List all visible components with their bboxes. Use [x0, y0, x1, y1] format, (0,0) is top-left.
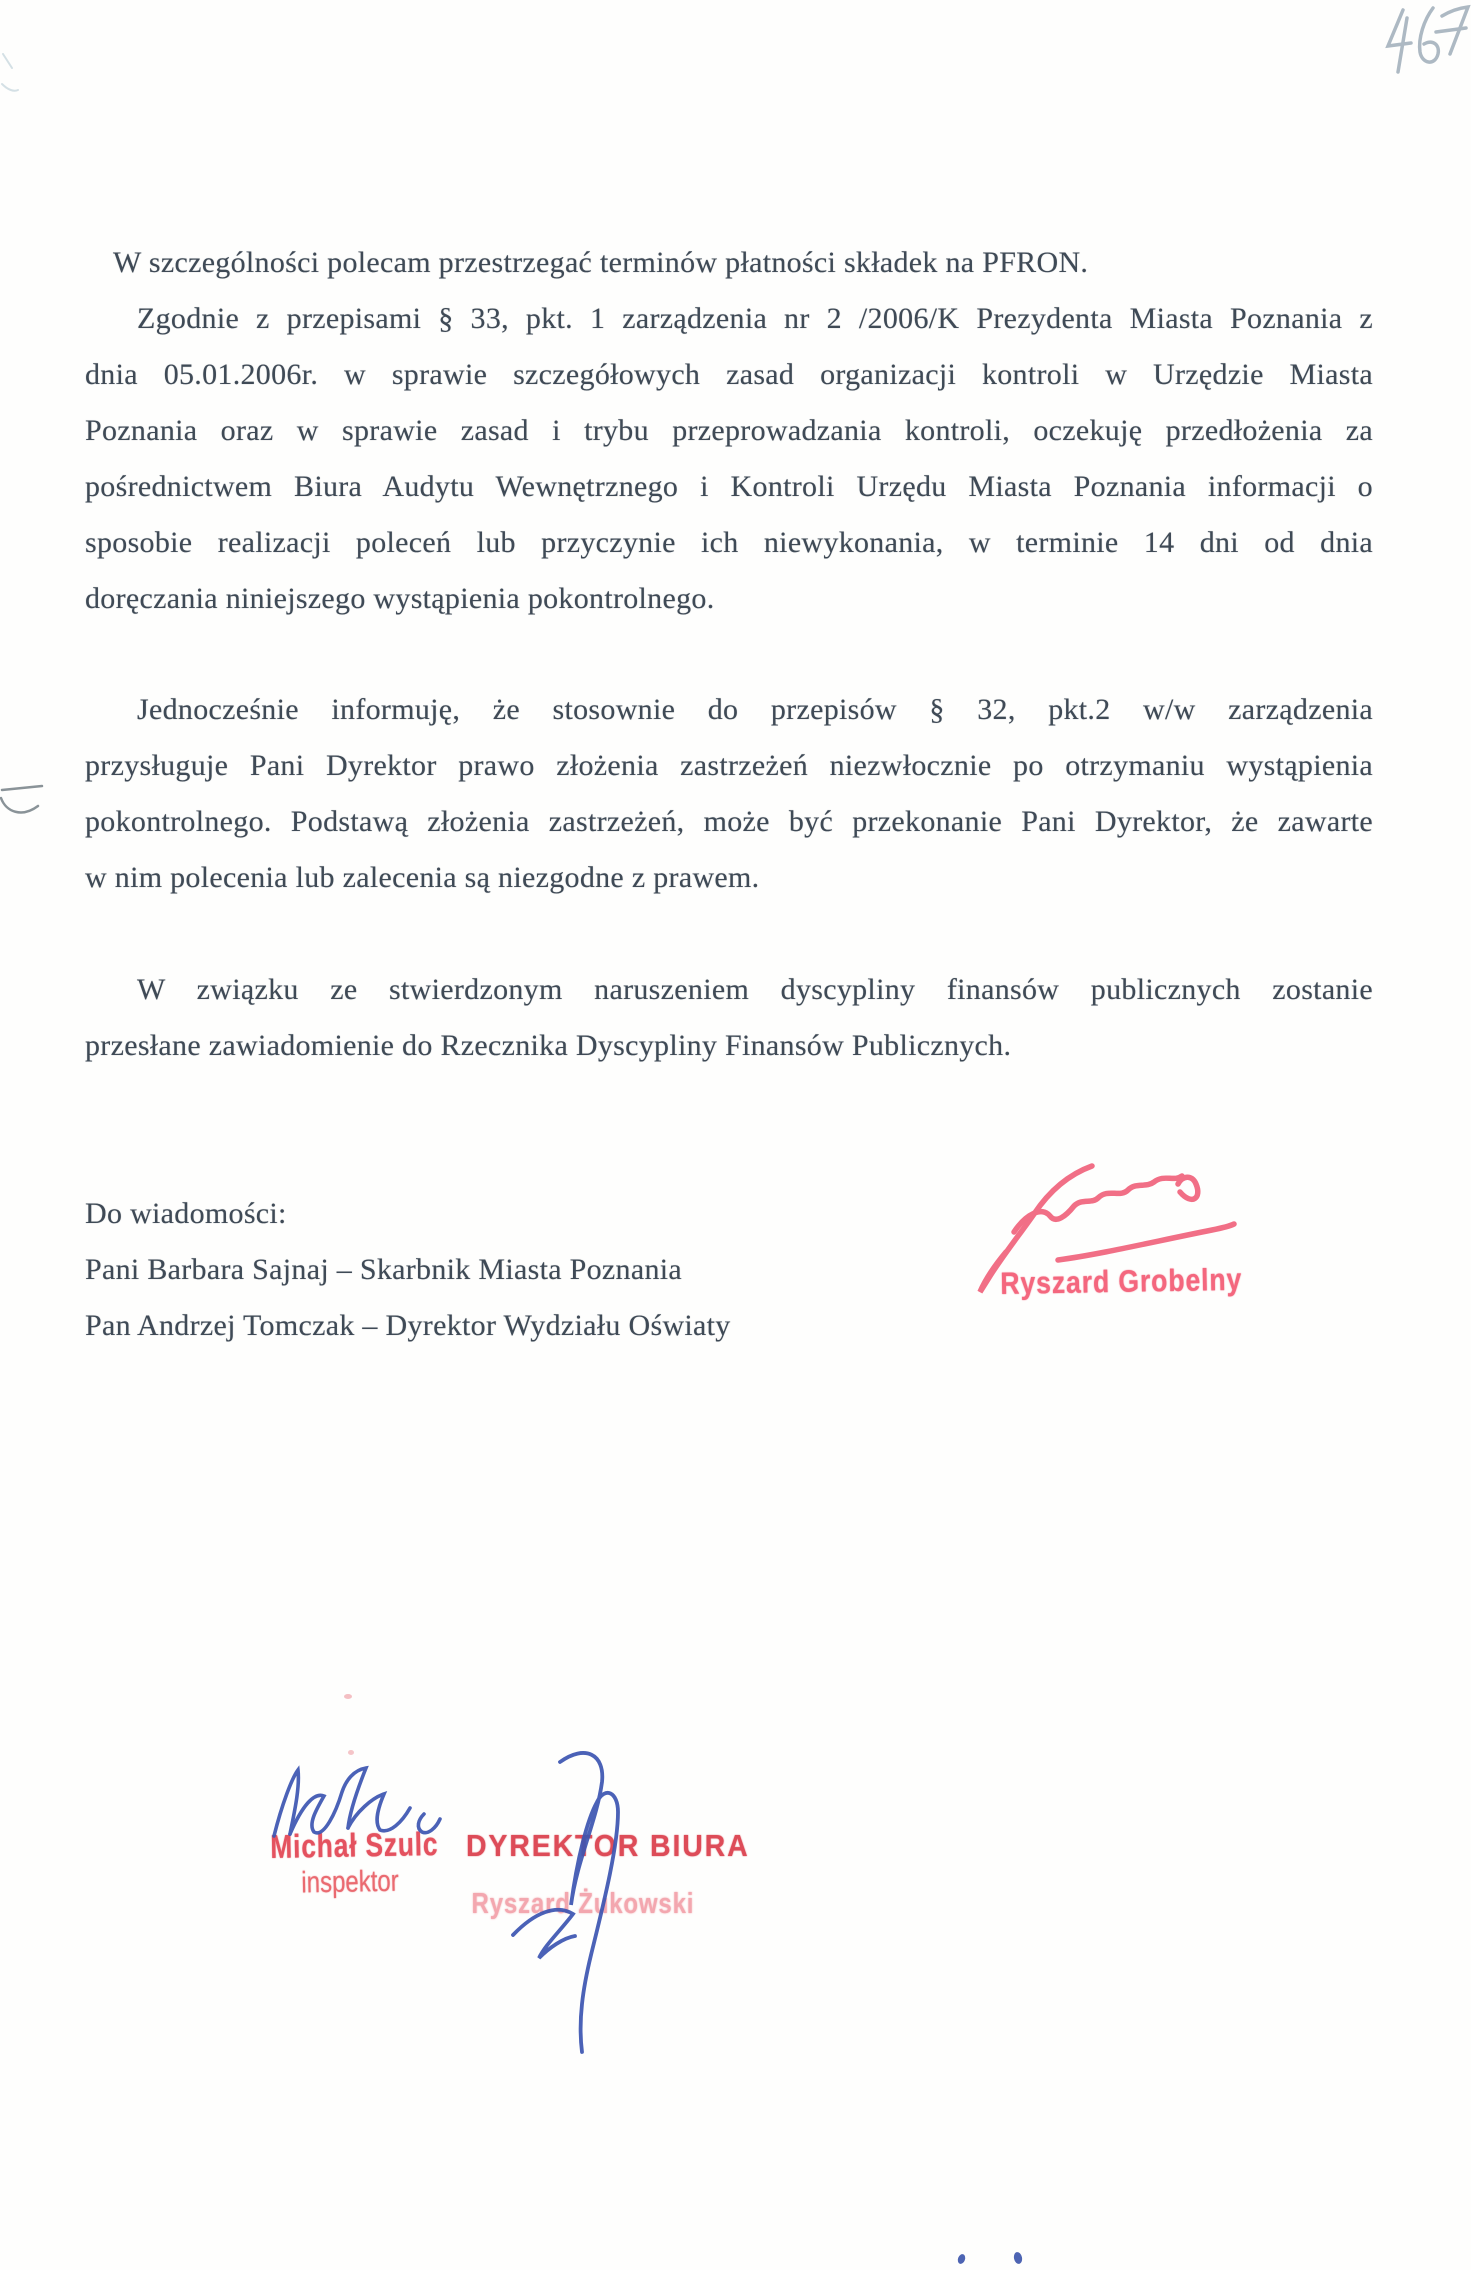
text-line: W szczególności polecam przestrzegać terminów płatności składek na PFRON. — [113, 246, 1089, 279]
page-number-handwritten — [1378, 2, 1471, 80]
paragraph — [85, 235, 1373, 291]
inspector-signature — [262, 1762, 472, 1847]
cc-recipient: Pan Andrzej Tomczak – Dyrektor Wydziału Oświaty — [85, 1309, 731, 1342]
text-line: pośrednictwem Biura Audytu Wewnętrznego i Kontroli Urzędu Miasta Poznania informacji o — [85, 470, 1373, 503]
inspector-stamp-title: inspektor — [301, 1864, 400, 1900]
text-line: dnia 05.01.2006r. w sprawie szczegółowych zasad organizacji kontroli w Urzędzie Miasta — [85, 358, 1373, 391]
paragraph — [85, 291, 1373, 627]
text-line: Jednocześnie informuję, że stosownie do przepisów § 32, pkt.2 w/w zarządzenia — [137, 693, 1373, 726]
stamp-speck — [344, 1694, 352, 1699]
cc-heading: Do wiadomości: — [85, 1197, 287, 1230]
director-stamp-title: DYREKTOR BIURA — [466, 1828, 750, 1863]
text-line: Zgodnie z przepisami § 33, pkt. 1 zarządzenia nr 2 /2006/K Prezydenta Miasta Poznania z — [137, 302, 1373, 335]
inspector-stamp-name: Michał Szulc — [270, 1825, 439, 1865]
ink-speck — [957, 2253, 967, 2265]
paragraph — [85, 682, 1373, 906]
stamp-speck — [348, 1750, 354, 1755]
scan-artifact — [0, 50, 22, 110]
paragraph — [85, 962, 1373, 1074]
president-stamp-name: Ryszard Grobelny — [1000, 1261, 1243, 1301]
director-signature — [505, 1740, 630, 2060]
text-line: Poznania oraz w sprawie zasad i trybu przeprowadzania kontroli, oczekuję przedłożenia za — [85, 414, 1373, 447]
text-line: w nim polecenia lub zalecenia są niezgodne z prawem. — [85, 861, 760, 894]
text-line: pokontrolnego. Podstawą złożenia zastrzeżeń, może być przekonanie Pani Dyrektor, że zawarte — [85, 805, 1373, 838]
cc-recipient: Pani Barbara Sajnaj – Skarbnik Miasta Poznania — [85, 1253, 682, 1286]
director-stamp-name: Ryszard Żukowski — [471, 1888, 695, 1920]
text-line: sposobie realizacji poleceń lub przyczynie ich niewykonania, w terminie 14 dni od dnia — [85, 526, 1373, 559]
text-line: przesłane zawiadomienie do Rzecznika Dyscypliny Finansów Publicznych. — [85, 1029, 1012, 1062]
text-line: W związku ze stwierdzonym naruszeniem dyscypliny finansów publicznych zostanie — [137, 973, 1373, 1006]
text-line: przysługuje Pani Dyrektor prawo złożenia zastrzeżeń niezwłocznie po otrzymaniu wystąpienia — [85, 749, 1373, 782]
ink-speck — [1013, 2251, 1023, 2264]
text-line: doręczania niniejszego wystąpienia pokontrolnego. — [85, 582, 715, 615]
margin-mark — [0, 776, 48, 824]
